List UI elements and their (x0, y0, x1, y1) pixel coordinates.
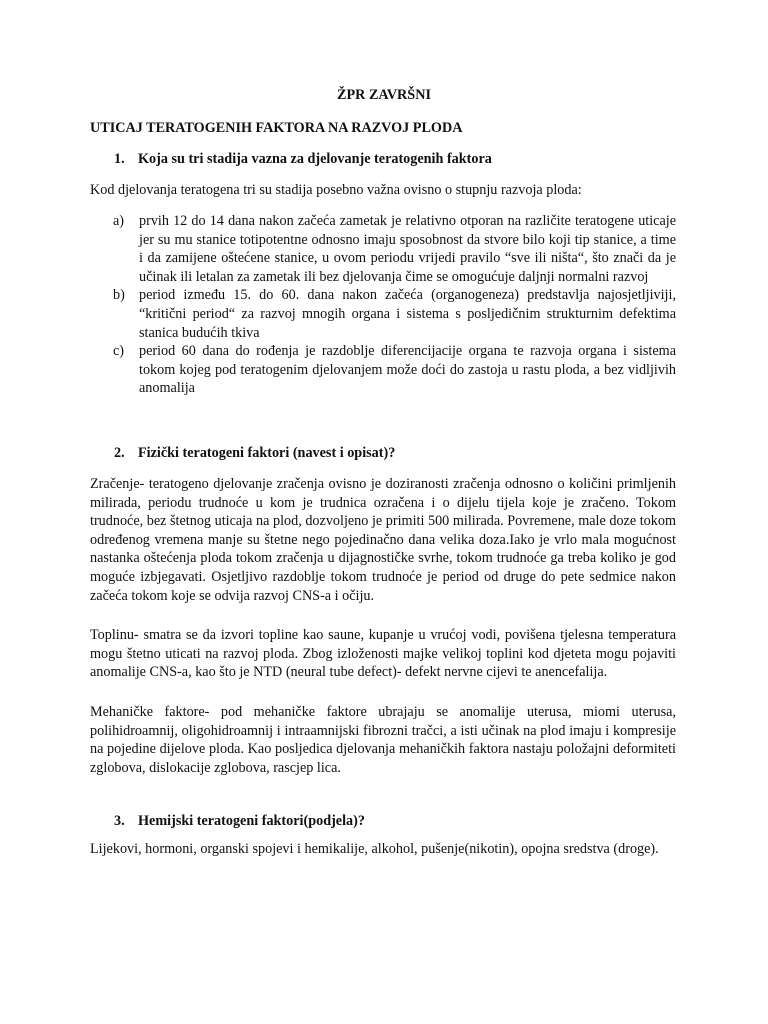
list-item (90, 286, 676, 342)
list-item (90, 212, 676, 286)
section-2-heading (114, 444, 395, 463)
list-item-marker: a) (113, 213, 125, 229)
document-subtitle: UTICAJ TERATOGENIH FAKTORA NA RAZVOJ PLODA (90, 120, 463, 136)
section-2-number: 2. (114, 445, 125, 461)
section-1-heading-text: Koja su tri stadija vazna za djelovanje teratogenih faktora (138, 151, 492, 167)
list-item-marker: c) (113, 343, 125, 360)
list-item-marker: b) (113, 287, 125, 304)
list-item-text: period 60 dana do rođenja je razdoblje diferencijacije organa te razvoja organa i sistema tokom kojeg pod teratogenim djelovanjem može doći do zastoja u rastu ploda, a bez vidljivih anomalija (139, 343, 676, 397)
section-2-heading-text: Fizički teratogeni faktori (navest i opisat)? (138, 445, 396, 461)
section-1-heading (114, 150, 492, 169)
section-1-list (90, 212, 676, 398)
list-item-text: prvih 12 do 14 dana nakon začeća zametak je relativno otporan na različite teratogene uticaje jer su mu stanice totipotentne odnosno imaju sposobnost da stvore bilo koji tip stanice, a time i da zamijene oštećene stanice, u ovom periodu vrijedi pravilo “sve ili ništa“, što znači da je učinak ili letalan za zametak ili bez djelovanja čime se omogućuje daljnji normalni razvoj (139, 213, 676, 285)
document-title: ŽPR ZAVRŠNI (337, 87, 431, 103)
section-3-heading-text: Hemijski teratogeni faktori(podjela)? (138, 813, 365, 829)
section-2-paragraph-radiation: Zračenje- teratogeno djelovanje zračenja ovisno je doziranosti zračenja odnosno o količini primljenih milirada, periodu trudnoće u kom je trudnica ozračena i o dijelu tijela koje je zračeno. Tokom trudnoće, bez štetnog uticaja na plod, dozvoljeno je primiti 500 milirada. Povremene, male doze tokom određenog vremena manje su štetne nego pojedinačno dana velika doza.Iako je vrlo mala mogućnost nastanka oštećenja ploda tokom zračenja u dijagnostičke svrhe, tokom trudnoće ga treba koliko je god moguće izbjegavati. Osjetljivo razdoblje tokom trudnoće je period od druge do pete sedmice nakon začeća tokom koje se odvija razvoj CNS-a i očiju. (90, 476, 676, 604)
section-2-paragraph-heat: Toplinu- smatra se da izvori topline kao saune, kupanje u vrućoj vodi, povišena tjelesna temperatura mogu štetno uticati na razvoj ploda. Zbog izloženosti majke velikoj toplini kod djeteta mogu pojaviti anomalije CNS-a, kao što je NTD (neural tube defect)- defekt nervne cijevi te anencefalija. (90, 627, 676, 681)
list-item (90, 342, 676, 398)
section-3-heading (114, 812, 365, 831)
list-item-text: period između 15. do 60. dana nakon začeća (organogeneza) predstavlja najosjetljiviji, “kritični period“ za razvoj mnogih organa i sistema s posljedičnim strukturnim defektima stanica budućih tkiva (139, 287, 676, 341)
section-1-number: 1. (114, 151, 125, 167)
section-3-number: 3. (114, 813, 125, 829)
section-3-paragraph: Lijekovi, hormoni, organski spojevi i hemikalije, alkohol, pušenje(nikotin), opojna sredstva (droge). (90, 841, 659, 857)
section-2-paragraph-mechanical: Mehaničke faktore- pod mehaničke faktore ubrajaju se anomalije uterusa, miomi uterusa, polihidroamnij, oligohidroamnij i intraamnijski fibrozni tračci, a isti učinak na plod imaju i kompresije na pojedine dijelove ploda. Kao posljedica djelovanja mehaničkih faktora nastaju položajni deformiteti zglobova, dislokacije zglobova, rascjep lica. (90, 704, 676, 776)
section-1-intro: Kod djelovanja teratogena tri su stadija posebno važna ovisno o stupnju razvoja ploda: (90, 182, 582, 198)
